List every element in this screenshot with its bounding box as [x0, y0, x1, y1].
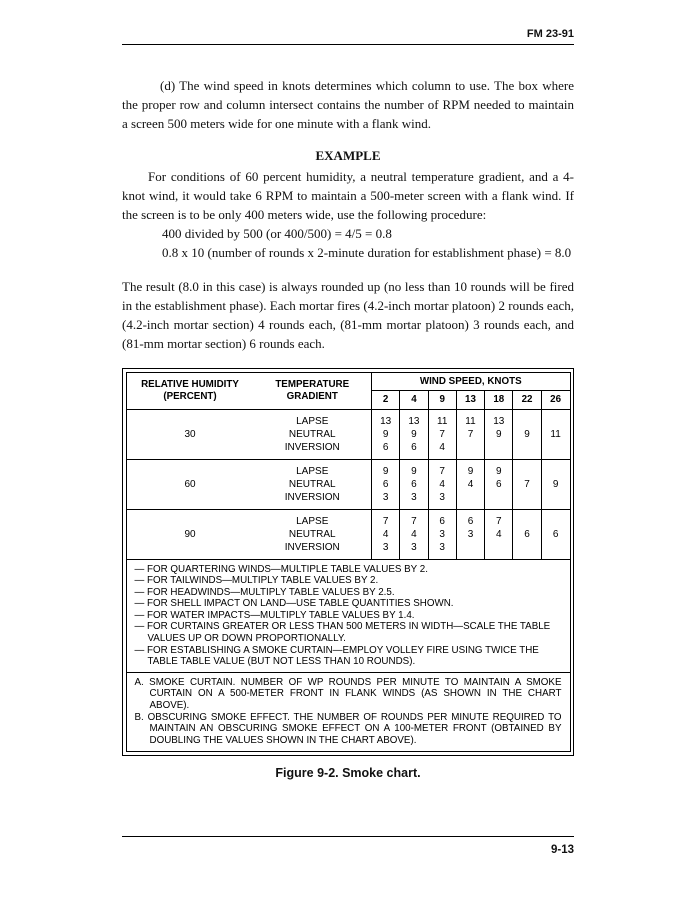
value-cell: [372, 459, 400, 509]
cell-value: 6: [524, 528, 530, 540]
cell-value: [542, 441, 570, 454]
cell-value: [457, 541, 484, 554]
cell-value: [542, 415, 570, 428]
cell-value: [513, 541, 540, 554]
cell-value: [542, 491, 570, 504]
cell-value: 11: [437, 415, 448, 427]
cell-value: 7: [524, 478, 530, 490]
cell-value: 6: [411, 478, 417, 490]
cell-value: 7: [439, 428, 445, 440]
value-cell: [456, 509, 484, 559]
cell-value: 7: [382, 515, 389, 527]
note-item: — FOR TAILWINDS—MULTIPLY TABLE VALUES BY 2.: [134, 575, 379, 587]
gradient-label: INVERSION: [284, 541, 340, 553]
smoke-chart-figure: [122, 368, 574, 780]
value-cell: [400, 509, 428, 559]
value-cell: [400, 459, 428, 509]
value-cell: [485, 509, 513, 559]
cell-value: [513, 465, 540, 478]
value-cell: [513, 459, 541, 509]
cell-value: 4: [467, 478, 474, 490]
smoke-chart-table: [127, 373, 570, 560]
value-cell: [513, 409, 541, 459]
cell-value: 4: [439, 441, 445, 453]
cell-value: 6: [411, 441, 417, 453]
table-footnotes: [127, 672, 570, 752]
humidity-value: 30: [127, 409, 254, 459]
gradient-label: NEUTRAL: [288, 428, 336, 440]
page-content: [122, 76, 574, 780]
wind-speed-col-header: 13: [456, 391, 484, 410]
cell-value: 4: [411, 528, 417, 540]
cell-value: 9: [495, 465, 502, 477]
note-item: — FOR SHELL IMPACT ON LAND—USE TABLE QUANTITIES SHOWN.: [134, 598, 454, 610]
page-number: 9-13: [550, 844, 574, 856]
value-cell: [456, 409, 484, 459]
humidity-group-row-60: [127, 459, 570, 509]
cell-value: [542, 541, 570, 554]
cell-value: 9: [411, 428, 417, 440]
table-body: [127, 409, 570, 559]
cell-value: 3: [411, 491, 417, 503]
gradient-label: NEUTRAL: [288, 478, 336, 490]
gradient-label: NEUTRAL: [288, 528, 336, 540]
value-cell: [428, 409, 456, 459]
humidity-group-row-90: [127, 509, 570, 559]
wind-speed-col-header: 9: [428, 391, 456, 410]
cell-value: 6: [467, 515, 474, 527]
cell-value: [513, 515, 540, 528]
cell-value: [542, 465, 570, 478]
example-heading: EXAMPLE: [315, 148, 381, 163]
note-item: — FOR ESTABLISHING A SMOKE CURTAIN—EMPLOY VOLLEY FIRE USING TWICE THE TABLE TABLE VALUE (BUT NOT LESS THAN 10 ROUNDS).: [134, 644, 539, 668]
cell-value: 3: [382, 541, 389, 553]
value-cell: [400, 409, 428, 459]
value-cell: [541, 509, 569, 559]
col-header-relative-humidity: RELATIVE HUMIDITY (PERCENT): [141, 379, 239, 402]
value-cell: [372, 509, 400, 559]
wind-speed-col-header: 2: [372, 391, 400, 410]
cell-value: 4: [495, 528, 502, 540]
cell-value: [485, 491, 512, 504]
wind-speed-col-header: 26: [541, 391, 569, 410]
figure-inner-border: [126, 372, 571, 753]
cell-value: 3: [467, 528, 474, 540]
example-paragraph: For conditions of 60 percent humidity, a neutral temperature gradient, and a 4-knot wind, it would take 6 RPM to maintain a 500-meter screen with a flank wind. If the screen is to be only 400 meters wide, use the following procedure:: [122, 169, 574, 222]
value-cell: [541, 409, 569, 459]
footnote-b: B. OBSCURING SMOKE EFFECT. THE NUMBER OF ROUNDS PER MINUTE REQUIRED TO MAINTAIN AN OBSCURING SMOKE EFFECT ON A 100-METER FRONT (OBTAINED BY DOUBLING THE VALUES SHOWN IN THE CHART ABOVE).: [134, 711, 562, 746]
value-cell: [485, 409, 513, 459]
page-footer: [122, 836, 574, 856]
note-item: — FOR QUARTERING WINDS—MULTIPLE TABLE VALUES BY 2.: [134, 563, 428, 575]
page-header: [122, 28, 574, 45]
cell-value: 11: [465, 415, 476, 427]
cell-value: 13: [493, 415, 505, 427]
cell-value: 7: [439, 465, 445, 477]
cell-value: [513, 415, 540, 428]
cell-value: 9: [495, 428, 502, 440]
note-item: — FOR WATER IMPACTS—MULTIPLY TABLE VALUES BY 1.4.: [134, 609, 415, 621]
gradient-label: LAPSE: [296, 415, 329, 427]
cell-value: 6: [382, 441, 389, 453]
footnote-a: A. SMOKE CURTAIN. NUMBER OF WP ROUNDS PER MINUTE TO MAINTAIN A SMOKE CURTAIN ON A 500-METER FRONT IN FLANK WINDS (AS SHOWN IN THE CHART ABOVE).: [134, 676, 562, 712]
cell-value: 3: [382, 491, 389, 503]
cell-value: 7: [467, 428, 474, 440]
result-paragraph: The result (8.0 in this case) is always rounded up (no less than 10 rounds will be fired in the establishment phase). Each mortar fires (4.2-inch mortar platoon) 2 rounds each, (4.2-inch mortar section) 4 rounds each, (81-mm mortar platoon) 3 rounds each, and (81-mm mortar section) 6 rounds each.: [122, 279, 574, 351]
wind-speed-col-header: 18: [485, 391, 513, 410]
table-header: [127, 373, 570, 410]
humidity-value: 60: [127, 459, 254, 509]
cell-value: 13: [408, 415, 420, 427]
cell-value: 9: [524, 428, 530, 440]
cell-value: [485, 541, 512, 554]
cell-value: 3: [439, 541, 445, 553]
cell-value: [542, 515, 570, 528]
cell-value: [457, 441, 484, 454]
figure-outer-border: [122, 368, 574, 756]
cell-value: 11: [550, 428, 561, 440]
note-item: — FOR HEADWINDS—MULTIPLY TABLE VALUES BY 2.5.: [134, 586, 395, 598]
figure-caption: Figure 9-2. Smoke chart.: [275, 765, 421, 780]
humidity-value: 90: [127, 509, 254, 559]
note-item: — FOR CURTAINS GREATER OR LESS THAN 500 METERS IN WIDTH—SCALE THE TABLE VALUES UP OR DOWN PROPORTIONALLY.: [134, 621, 551, 645]
gradient-labels-cell: [254, 409, 372, 459]
gradient-labels-cell: [254, 509, 372, 559]
cell-value: 6: [495, 478, 502, 490]
wind-speed-banner: WIND SPEED, KNOTS: [372, 373, 570, 391]
wind-speed-col-header: 22: [513, 391, 541, 410]
cell-value: 7: [495, 515, 502, 527]
table-notes: [127, 560, 570, 672]
humidity-group-row-30: [127, 409, 570, 459]
cell-value: [513, 491, 540, 504]
gradient-label: INVERSION: [284, 491, 340, 503]
wind-speed-col-header: 4: [400, 391, 428, 410]
paragraph-d: (d) The wind speed in knots determines which column to use. The box where the proper row and column intersect contains the number of RPM needed to maintain a screen 500 meters wide for one minute with a flank wind.: [122, 78, 574, 131]
value-cell: [485, 459, 513, 509]
cell-value: 9: [382, 465, 389, 477]
example-calc-1: 400 divided by 500 (or 400/500) = 4/5 = 0.8: [162, 226, 392, 241]
cell-value: 9: [467, 465, 474, 477]
cell-value: 13: [380, 415, 392, 427]
value-cell: [456, 459, 484, 509]
cell-value: 6: [382, 478, 389, 490]
header-ref: FM 23-91: [526, 28, 574, 40]
cell-value: [513, 441, 540, 454]
cell-value: 3: [439, 528, 445, 540]
cell-value: 6: [552, 528, 559, 540]
value-cell: [428, 509, 456, 559]
value-cell: [372, 409, 400, 459]
col-header-temperature-gradient: TEMPERATURE GRADIENT: [275, 379, 350, 402]
value-cell: [541, 459, 569, 509]
cell-value: 4: [439, 478, 445, 490]
cell-value: 3: [411, 541, 417, 553]
gradient-label: INVERSION: [284, 441, 340, 453]
gradient-label: LAPSE: [296, 515, 329, 527]
cell-value: [485, 441, 512, 454]
gradient-labels-cell: [254, 459, 372, 509]
cell-value: 9: [552, 478, 559, 490]
cell-value: 3: [439, 491, 445, 503]
cell-value: 6: [439, 515, 445, 527]
gradient-label: LAPSE: [296, 465, 329, 477]
cell-value: 4: [382, 528, 389, 540]
cell-value: [457, 491, 484, 504]
cell-value: 7: [411, 515, 417, 527]
value-cell: [513, 509, 541, 559]
cell-value: 9: [382, 428, 389, 440]
cell-value: 9: [411, 465, 417, 477]
example-calc-2: 0.8 x 10 (number of rounds x 2-minute duration for establishment phase) = 8.0: [162, 245, 572, 260]
value-cell: [428, 459, 456, 509]
